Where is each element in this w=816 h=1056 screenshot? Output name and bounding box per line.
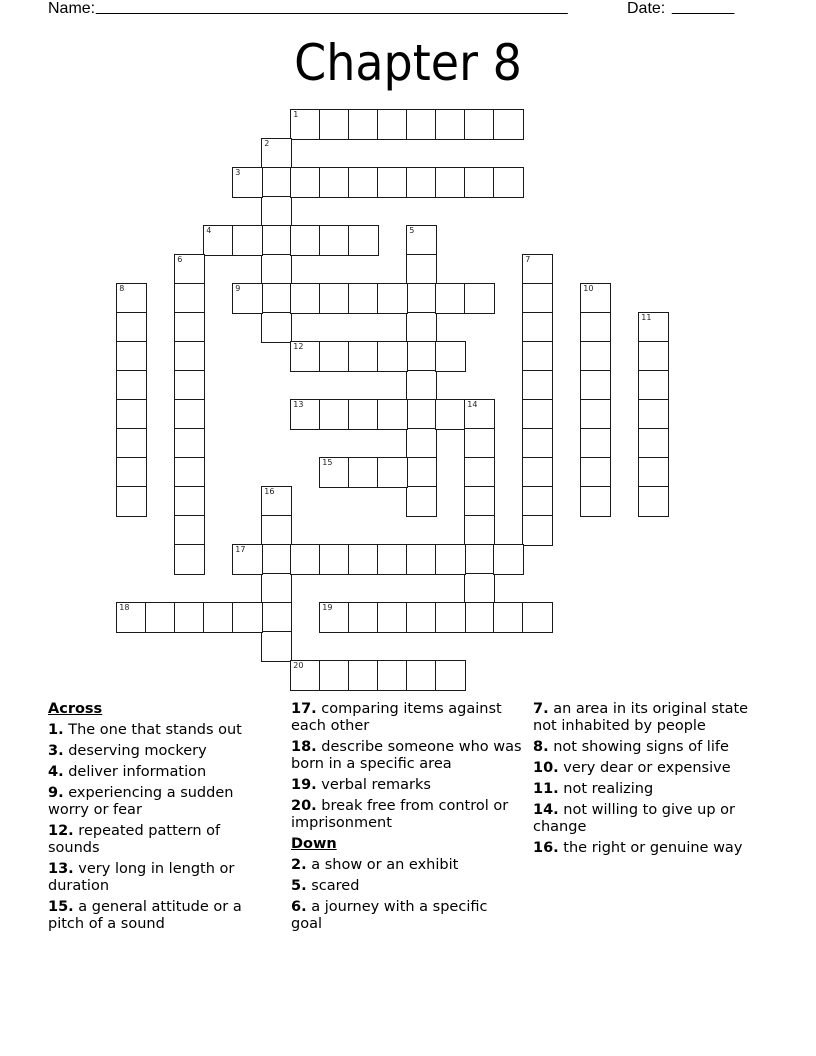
grid-cell[interactable] (435, 544, 466, 575)
grid-cell[interactable] (116, 341, 147, 372)
grid-cell[interactable] (290, 167, 321, 198)
grid-cell[interactable] (377, 602, 408, 633)
grid-cell[interactable] (203, 602, 234, 633)
grid-cell[interactable] (638, 312, 669, 343)
grid-cell[interactable] (435, 167, 466, 198)
grid-cell[interactable] (348, 109, 379, 140)
grid-cell[interactable] (319, 167, 350, 198)
grid-cell[interactable] (638, 399, 669, 430)
grid-cell[interactable] (406, 457, 437, 488)
clue-down-6: 6. a journey with a specific goal (291, 899, 488, 932)
grid-cell[interactable] (464, 109, 495, 140)
clue-down-10: 10. very dear or expensive (533, 760, 731, 776)
grid-cell[interactable] (261, 225, 292, 256)
grid-cell[interactable] (319, 399, 350, 430)
grid-cell[interactable] (464, 515, 495, 546)
grid-cell[interactable] (319, 341, 350, 372)
grid-cell[interactable] (377, 283, 408, 314)
grid-cell[interactable] (522, 428, 553, 459)
grid-cell[interactable] (580, 370, 611, 401)
grid-cell[interactable] (493, 544, 524, 575)
grid-cell[interactable] (174, 486, 205, 517)
grid-cell[interactable] (522, 602, 553, 633)
clue-number: 14 (467, 400, 478, 410)
grid-cell[interactable] (116, 457, 147, 488)
grid-cell[interactable] (116, 486, 147, 517)
grid-cell[interactable] (580, 486, 611, 517)
grid-cell[interactable] (406, 370, 437, 401)
grid-cell[interactable] (261, 254, 292, 285)
across-heading: Across (48, 701, 103, 717)
grid-cell[interactable] (522, 457, 553, 488)
grid-cell[interactable] (406, 660, 437, 691)
grid-cell[interactable] (464, 602, 495, 633)
clue-across-9: 9. experiencing a sudden worry or fear (48, 785, 234, 818)
grid-cell[interactable] (464, 167, 495, 198)
grid-cell[interactable] (348, 167, 379, 198)
date-field[interactable]: _______ (672, 0, 735, 15)
grid-cell[interactable] (522, 254, 553, 285)
clue-number: 6 (177, 255, 183, 265)
clue-down-11: 11. not realizing (533, 781, 654, 797)
grid-cell[interactable] (638, 428, 669, 459)
grid-cell[interactable] (522, 399, 553, 430)
grid-cell[interactable] (464, 544, 495, 575)
grid-cell[interactable] (522, 312, 553, 343)
grid-cell[interactable] (174, 428, 205, 459)
clue-across-3: 3. deserving mockery (48, 743, 207, 759)
grid-cell[interactable] (522, 283, 553, 314)
clue-number: 2 (264, 139, 270, 149)
grid-cell[interactable] (348, 399, 379, 430)
grid-cell[interactable] (406, 225, 437, 256)
clues-column-1 (48, 701, 276, 937)
grid-cell[interactable] (580, 428, 611, 459)
grid-cell[interactable] (116, 399, 147, 430)
grid-cell[interactable] (319, 602, 350, 633)
clue-down-16: 16. the right or genuine way (533, 840, 743, 856)
clue-number: 4 (206, 226, 212, 236)
grid-cell[interactable] (406, 602, 437, 633)
grid-cell[interactable] (203, 225, 234, 256)
grid-cell[interactable] (580, 457, 611, 488)
grid-cell[interactable] (522, 486, 553, 517)
clue-number: 11 (641, 313, 652, 323)
grid-cell[interactable] (406, 428, 437, 459)
clue-number: 16 (264, 487, 275, 497)
grid-cell[interactable] (435, 341, 466, 372)
grid-cell[interactable] (348, 660, 379, 691)
clue-across-4: 4. deliver information (48, 764, 207, 780)
grid-cell[interactable] (232, 544, 263, 575)
grid-cell[interactable] (406, 167, 437, 198)
grid-cell[interactable] (261, 283, 292, 314)
grid-cell[interactable] (348, 457, 379, 488)
clue-number: 10 (583, 284, 594, 294)
grid-cell[interactable] (319, 283, 350, 314)
name-label: Name: (48, 0, 96, 17)
grid-cell[interactable] (319, 457, 350, 488)
clue-down-14: 14. not willing to give up or change (533, 802, 735, 835)
grid-cell[interactable] (232, 602, 263, 633)
clue-number: 12 (293, 342, 304, 352)
clue-across-15: 15. a general attitude or a pitch of a sound (48, 899, 242, 932)
grid-cell[interactable] (261, 167, 292, 198)
grid-cell[interactable] (522, 515, 553, 546)
grid-cell[interactable] (638, 370, 669, 401)
grid-cell[interactable] (174, 341, 205, 372)
grid-cell[interactable] (435, 109, 466, 140)
grid-cell[interactable] (319, 660, 350, 691)
grid-cell[interactable] (261, 544, 292, 575)
grid-cell[interactable] (348, 544, 379, 575)
grid-cell[interactable] (638, 457, 669, 488)
grid-cell[interactable] (174, 399, 205, 430)
grid-cell[interactable] (377, 109, 408, 140)
grid-cell[interactable] (522, 341, 553, 372)
clue-number: 3 (235, 168, 241, 178)
grid-cell[interactable] (116, 312, 147, 343)
grid-cell[interactable] (377, 544, 408, 575)
grid-cell[interactable] (232, 225, 263, 256)
grid-cell[interactable] (493, 602, 524, 633)
clue-number: 15 (322, 458, 333, 468)
clue-number: 7 (525, 255, 531, 265)
clue-number: 8 (119, 284, 125, 294)
grid-cell[interactable] (435, 660, 466, 691)
clue-across-19: 19. verbal remarks (291, 777, 431, 793)
grid-cell[interactable] (377, 457, 408, 488)
grid-cell[interactable] (377, 167, 408, 198)
grid-cell[interactable] (377, 341, 408, 372)
grid-cell[interactable] (406, 109, 437, 140)
grid-cell[interactable] (261, 486, 292, 517)
clue-number: 13 (293, 400, 304, 410)
grid-cell[interactable] (377, 399, 408, 430)
grid-cell[interactable] (377, 660, 408, 691)
grid-cell[interactable] (116, 283, 147, 314)
page-title: Chapter 8 (294, 34, 522, 92)
grid-cell[interactable] (435, 399, 466, 430)
grid-cell[interactable] (464, 457, 495, 488)
clue-number: 18 (119, 603, 130, 613)
grid-cell[interactable] (290, 544, 321, 575)
grid-cell[interactable] (580, 341, 611, 372)
grid-cell[interactable] (464, 283, 495, 314)
grid-cell[interactable] (580, 283, 611, 314)
grid-cell[interactable] (493, 167, 524, 198)
grid-cell[interactable] (406, 486, 437, 517)
grid-cell[interactable] (638, 341, 669, 372)
grid-cell[interactable] (522, 370, 553, 401)
grid-cell[interactable] (580, 312, 611, 343)
grid-cell[interactable] (464, 486, 495, 517)
worksheet-header (0, 0, 816, 20)
grid-cell[interactable] (580, 399, 611, 430)
grid-cell[interactable] (290, 660, 321, 691)
grid-cell[interactable] (348, 341, 379, 372)
grid-cell[interactable] (290, 225, 321, 256)
grid-cell[interactable] (174, 370, 205, 401)
grid-cell[interactable] (261, 196, 292, 227)
grid-cell[interactable] (406, 254, 437, 285)
grid-cell[interactable] (145, 602, 176, 633)
date-label: Date: (627, 0, 666, 17)
grid-cell[interactable] (232, 167, 263, 198)
grid-cell[interactable] (116, 428, 147, 459)
grid-cell[interactable] (116, 602, 147, 633)
grid-cell[interactable] (464, 428, 495, 459)
clue-number: 17 (235, 545, 246, 555)
grid-cell[interactable] (319, 544, 350, 575)
grid-cell[interactable] (348, 283, 379, 314)
clue-across-13: 13. very long in length or duration (48, 861, 235, 894)
grid-cell[interactable] (638, 486, 669, 517)
clue-number: 20 (293, 661, 304, 671)
clue-down-2: 2. a show or an exhibit (291, 857, 459, 873)
clue-across-1: 1. The one that stands out (48, 722, 242, 738)
grid-cell[interactable] (406, 312, 437, 343)
grid-cell[interactable] (406, 283, 437, 314)
name-field[interactable]: _____________________________________________________ (96, 0, 568, 15)
grid-cell[interactable] (174, 283, 205, 314)
grid-cell[interactable] (261, 312, 292, 343)
grid-cell[interactable] (290, 109, 321, 140)
clues-column-2 (291, 701, 523, 937)
clue-across-20: 20. break free from control or imprisonment (291, 798, 509, 831)
grid-cell[interactable] (319, 225, 350, 256)
grid-cell[interactable] (290, 283, 321, 314)
grid-cell[interactable] (406, 544, 437, 575)
grid-cell[interactable] (348, 602, 379, 633)
grid-cell[interactable] (406, 341, 437, 372)
grid-cell[interactable] (464, 399, 495, 430)
grid-cell[interactable] (174, 312, 205, 343)
grid-cell[interactable] (174, 544, 205, 575)
clue-down-7: 7. an area in its original state not inhabited by people (533, 701, 749, 734)
down-heading: Down (291, 836, 337, 852)
grid-cell[interactable] (493, 109, 524, 140)
clue-number: 9 (235, 284, 241, 294)
grid-cell[interactable] (174, 602, 205, 633)
grid-cell[interactable] (116, 370, 147, 401)
grid-cell[interactable] (261, 602, 292, 633)
grid-cell[interactable] (174, 457, 205, 488)
clue-number: 5 (409, 226, 415, 236)
grid-cell[interactable] (261, 515, 292, 546)
clue-number: 19 (322, 603, 333, 613)
grid-cell[interactable] (290, 341, 321, 372)
grid-cell[interactable] (348, 225, 379, 256)
clue-number: 1 (293, 110, 299, 120)
grid-cell[interactable] (319, 109, 350, 140)
grid-cell[interactable] (290, 399, 321, 430)
grid-cell[interactable] (435, 283, 466, 314)
clue-across-18: 18. describe someone who was born in a specific area (291, 739, 522, 772)
grid-cell[interactable] (406, 399, 437, 430)
grid-cell[interactable] (261, 631, 292, 662)
grid-cell[interactable] (232, 283, 263, 314)
clue-across-17: 17. comparing items against each other (291, 701, 502, 734)
grid-cell[interactable] (261, 573, 292, 604)
grid-cell[interactable] (174, 254, 205, 285)
clue-down-8: 8. not showing signs of life (533, 739, 729, 755)
grid-cell[interactable] (464, 573, 495, 604)
grid-cell[interactable] (435, 602, 466, 633)
grid-cell[interactable] (174, 515, 205, 546)
clues-column-3 (533, 701, 773, 861)
clue-across-12: 12. repeated pattern of sounds (48, 823, 221, 856)
grid-cell[interactable] (261, 138, 292, 169)
clue-down-5: 5. scared (291, 878, 360, 894)
